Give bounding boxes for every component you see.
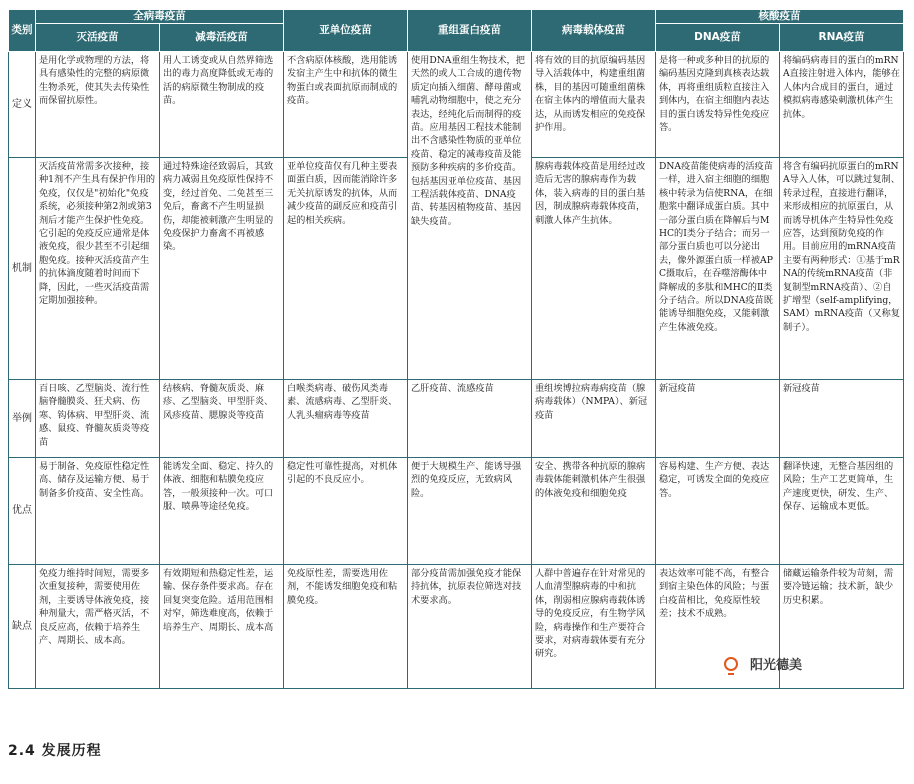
table-cell: 人群中普遍存在针对常见的人血清型腺病毒的中和抗体，削弱相应腺病毒载体诱导的免疫反应，有生物学风险，病毒操作和生产要符合要求，对病毒载体要有充分研究。 [532, 565, 656, 689]
table-cell: 将有效的目的抗原编码基因导入活载体中，构建重组菌株，目的基因可随重组菌株在宿主体内的增值而大量表达，从而诱发相应的免疫保护作用。 [532, 52, 656, 158]
row-label-mechanism: 机制 [9, 158, 36, 380]
header-rna: RNA疫苗 [780, 24, 904, 52]
header-nucleic-acid: 核酸疫苗 [656, 10, 904, 24]
table-cell: 亚单位疫苗仅有几种主要表面蛋白质，因而能消除许多无关抗原诱发的抗体，从而减少疫苗的副反应和疫苗引起的相关疾病。 [284, 158, 408, 380]
table-cell: 用人工诱变或从自然界筛选出的毒力高度降低或无毒的活的病原微生物制成的疫苗。 [160, 52, 284, 158]
table-cell: 储藏运输条件较为苛刻，需要冷链运输；技术新，缺少历史积累。 [780, 565, 904, 689]
table-cell: 百日咳、乙型脑炎、流行性脑脊髓膜炎、狂犬病、伤寒、钩体病、甲型肝炎、流感、鼠疫、脊髓灰质炎等疫苗 [36, 380, 160, 458]
table-cell: 有效期短和热稳定性差，运输、保存条件要求高。存在回复突变危险。适用范围相对窄，筛选难度高，依赖于培养生产、周期长、成本高 [160, 565, 284, 689]
row-label-definition: 定义 [9, 52, 36, 158]
row-label-disadvantages: 缺点 [9, 565, 36, 689]
table-cell: 便于大规模生产、能诱导强烈的免疫反应，无致病风险。 [408, 458, 532, 565]
table-cell: 稳定性可靠性提高，对机体引起的不良反应小。 [284, 458, 408, 565]
table-cell: 表达效率可能不高，有整合到宿主染色体的风险；与蛋白疫苗相比，免疫原性较差；技术不成熟。 [656, 565, 780, 689]
table-cell: 易于制备、免疫原性稳定性高、储存及运输方便、易于制备多价疫苗、安全性高。 [36, 458, 160, 565]
table-cell: 使用DNA重组生物技术，把天然的或人工合成的遗传物质定向插入细菌、酵母菌或哺乳动物细胞中，使之充分表达，经纯化后而制得的疫苗。应用基因工程技术能制出不含感染性物质的亚单位疫苗、稳定的减毒疫苗及能预防多种疾病的多价疫苗。包括基因亚单位疫苗、基因工程活载体疫苗、DNA疫苗、转基因植物疫苗、基因缺失疫苗。 [408, 52, 532, 380]
table-cell: 部分疫苗需加强免疫才能保持抗体，抗原表位筛选对技术要求高。 [408, 565, 532, 689]
table-cell: 容易构建、生产方便、表达稳定，可诱发全面的免疫应答。 [656, 458, 780, 565]
table-cell: 新冠疫苗 [780, 380, 904, 458]
section-title: 2.4 发展历程 [8, 743, 102, 759]
table-cell: 翻译快速，无整合基因组的风险；生产工艺更简单，生产速度更快，研发、生产、保存、运输成本更低。 [780, 458, 904, 565]
table-row [9, 458, 904, 565]
table-cell: 新冠疫苗 [656, 380, 780, 458]
table-cell: 将编码病毒目的蛋白的mRNA直接注射进入体内，能够在人体内合成目的蛋白，通过模拟病毒感染刺激机体产生抗体。 [780, 52, 904, 158]
header-recombinant: 重组蛋白疫苗 [408, 10, 532, 52]
header-attenuated: 减毒活疫苗 [160, 24, 284, 52]
header-vector: 病毒载体疫苗 [532, 10, 656, 52]
table-cell: 重组埃博拉病毒病疫苗（腺病毒载体）（NMPA）、新冠疫苗 [532, 380, 656, 458]
row-label-advantages: 优点 [9, 458, 36, 565]
table-cell: 白喉类病毒、破伤风类毒素、流感病毒、乙型肝炎、人乳头瘤病毒等疫苗 [284, 380, 408, 458]
header-category: 类别 [9, 10, 36, 52]
header-dna: DNA疫苗 [656, 24, 780, 52]
table-cell: 灭活疫苗常需多次接种，接种1剂不产生具有保护作用的免疫，仅仅是"初始化"免疫系统，必须接种第2剂或第3剂后才能产生保护性免疫。它引起的免疫反应通常是体液免疫，很少甚至不引起细胞免疫。接种灭活疫苗产生的抗体滴度随着时间而下降，因此，一些灭活疫苗需定期加强接种。 [36, 158, 160, 380]
table-cell: 免疫原性差，需要选用佐剂，不能诱发细胞免疫和粘膜免疫。 [284, 565, 408, 689]
table-cell: 不含病原体核酸，选用能诱发宿主产生中和抗体的微生物蛋白或表面抗原而制成的疫苗。 [284, 52, 408, 158]
logo-text: 阳光德美 [750, 658, 803, 673]
table-cell: 免疫力维持时间短，需要多次重复接种，需要使用佐剂，主要诱导体液免疫，接种剂量大，需严格灭活，不良反应高，依赖于培养生产、周期长、成本高。 [36, 565, 160, 689]
table-cell: 结核病、脊髓灰质炎、麻疹、乙型脑炎、甲型肝炎、风疹疫苗、腮腺炎等疫苗 [160, 380, 284, 458]
table-row [9, 380, 904, 458]
row-label-examples: 举例 [9, 380, 36, 458]
header-subunit: 亚单位疫苗 [284, 10, 408, 52]
table-cell: 通过特殊途径致弱后，其致病力减弱且免疫原性保持不变，经过首免、二免甚至三免后，畜禽不产生明显损伤，却能被刺激产生明显的免疫保护力畜禽不再被感染。 [160, 158, 284, 380]
logo-icon [724, 657, 738, 671]
table-cell: 能诱发全面、稳定、持久的体液、细胞和粘膜免疫应答，一般须接种一次。可口服、喷鼻等途径免疫。 [160, 458, 284, 565]
table-row [9, 52, 904, 158]
table-cell: 是将一种或多种目的抗原的编码基因克隆到真核表达载体，再将重组质粒直接注入到体内，在宿主细胞内表达目的蛋白诱发特异性免疫应答。 [656, 52, 780, 158]
header-whole-virus: 全病毒疫苗 [36, 10, 284, 24]
table-cell: 是用化学或物理的方法，将具有感染性的完整的病原微生物杀死，使其失去传染性而保留抗原性。 [36, 52, 160, 158]
header-inactivated: 灭活疫苗 [36, 24, 160, 52]
table-cell: 将含有编码抗原蛋白的mRNA导入人体，可以跳过复制、转录过程，直接进行翻译，来形成相应的抗原蛋白，从而诱导机体产生特异性免疫应答，达到预防免疫的作用。目前应用的mRNA疫苗主要有两种形式：①基于mRNA的传统mRNA疫苗（非复制型mRNA疫苗）、②自扩增型（self-amplifying， SAM）mRNA疫苗（又称复制子）。 [780, 158, 904, 380]
vaccine-comparison-table [8, 9, 904, 689]
table-cell: 安全、携带各种抗原的腺病毒载体能刺激机体产生很强的体液免疫和细胞免疫 [532, 458, 656, 565]
table-cell: 腺病毒载体疫苗是用经过改造后无害的腺病毒作为载体，装入病毒的目的蛋白基因，制成腺病毒载体疫苗，刺激人体产生抗体。 [532, 158, 656, 380]
table-cell: DNA疫苗能使病毒的活疫苗一样，进入宿主细胞的细胞核中转录为信使RNA，在细胞浆中翻译成蛋白质。其中一部分蛋白质在降解后与MHC的Ⅰ类分子结合；而另一部分蛋白质也可以分泌出去，像外源蛋白质一样被APC摄取后，在吞噬溶酶体中降解成的多肽和MHC的Ⅱ类分子结合。所以DNA疫苗既能诱导细胞免疫，又能刺激产生体液免疫。 [656, 158, 780, 380]
watermark-logo [724, 654, 802, 673]
table-cell: 乙肝疫苗、流感疫苗 [408, 380, 532, 458]
